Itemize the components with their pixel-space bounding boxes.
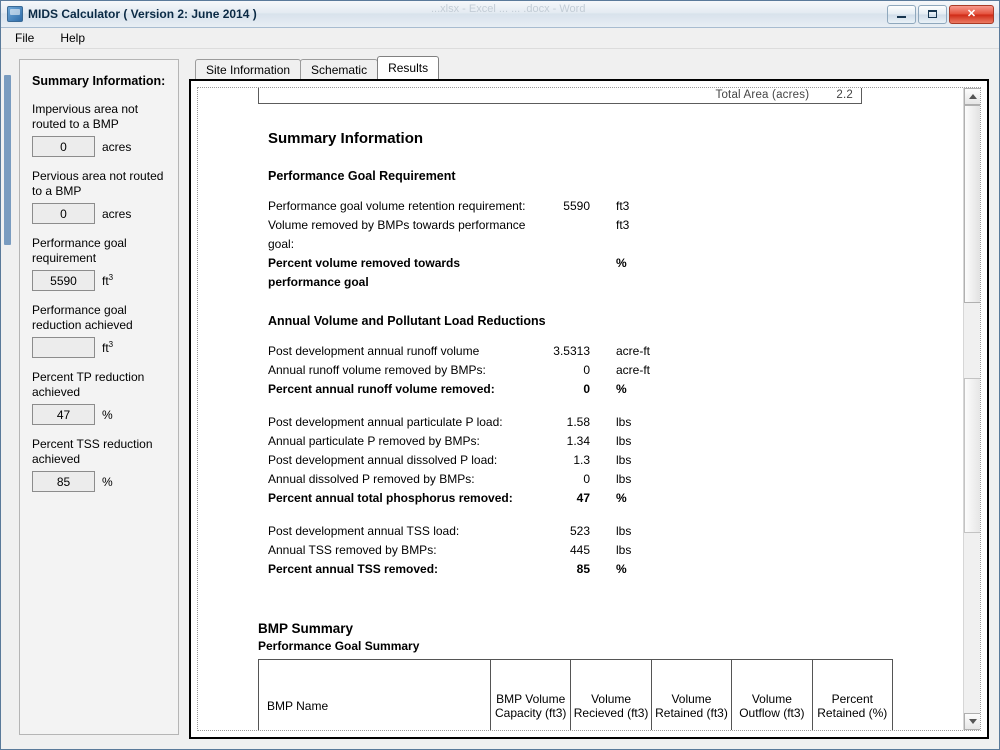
row-unit: % — [616, 256, 627, 270]
row-label: Post development annual TSS load: — [268, 524, 460, 538]
scrollbar-thumb-secondary[interactable] — [964, 378, 981, 533]
unit-exponent: 3 — [108, 340, 114, 349]
report-row — [198, 489, 962, 508]
menu-bar — [1, 28, 999, 49]
row-label: Performance goal volume retention requirement: — [268, 199, 526, 213]
performance-goal-summary-subheading: Performance Goal Summary — [258, 639, 420, 653]
row-value: 523 — [569, 524, 590, 538]
row-value — [528, 216, 590, 254]
row-label: Post development annual runoff volume — [268, 344, 480, 358]
menu-item-help[interactable]: Help — [60, 31, 86, 45]
tab-schematic[interactable]: Schematic — [300, 59, 378, 79]
row-unit: % — [616, 382, 627, 396]
title-bar — [1, 1, 999, 28]
row-value: 85 — [576, 562, 590, 576]
report-row — [198, 380, 962, 399]
impervious-area-input[interactable]: 0 — [32, 136, 95, 157]
close-button[interactable]: ✕ — [949, 5, 994, 24]
row-value: 0 — [583, 472, 590, 486]
row-value: 0 — [583, 382, 590, 396]
unit-text: ft — [102, 341, 109, 355]
row-value: 445 — [569, 543, 590, 557]
window-title: MIDS Calculator ( Version 2: June 2014 ) — [28, 7, 257, 21]
impervious-area-unit: acres — [102, 139, 132, 154]
results-panel — [189, 79, 989, 739]
percent-tp-reduction-label: Percent TP reduction achieved — [32, 370, 145, 399]
row-label: Volume removed by BMPs towards performance goal: — [268, 218, 526, 251]
row-unit: lbs — [616, 472, 632, 486]
tab-site-information[interactable]: Site Information — [195, 59, 301, 79]
report-row — [198, 361, 962, 380]
column-percent-retained: Percent Retained (%) — [812, 660, 892, 731]
report-row — [198, 560, 962, 579]
vertical-scrollbar[interactable] — [963, 88, 980, 730]
annual-reductions-heading: Annual Volume and Pollutant Load Reductions — [268, 314, 546, 328]
column-volume-recieved: Volume Recieved (ft3) — [571, 660, 651, 731]
report-row — [198, 432, 962, 451]
row-label: Post development annual particulate P load: — [268, 415, 503, 429]
scrollbar-thumb[interactable] — [964, 105, 981, 303]
column-volume-outflow: Volume Outflow (ft3) — [732, 660, 812, 731]
percent-tss-reduction-input[interactable]: 85 — [32, 471, 95, 492]
percent-tp-reduction-input[interactable]: 47 — [32, 404, 95, 425]
report-row — [198, 216, 962, 254]
report-row — [198, 451, 962, 470]
bmp-summary-heading: BMP Summary — [258, 621, 354, 636]
performance-goal-rows — [198, 197, 962, 292]
total-area-row — [716, 89, 854, 101]
performance-goal-requirement-unit — [102, 273, 113, 288]
report-row — [198, 254, 962, 292]
report-row — [198, 413, 962, 432]
report-row — [198, 342, 962, 361]
total-area-label: Total Area (acres) — [715, 89, 810, 101]
row-value: 1.3 — [573, 453, 590, 467]
maximize-button[interactable] — [918, 5, 947, 24]
percent-tp-reduction-row — [32, 404, 166, 425]
scroll-down-button[interactable] — [964, 713, 981, 730]
column-bmp-volume-capacity: BMP Volume Capacity (ft3) — [491, 660, 571, 731]
performance-goal-reduction-input[interactable] — [32, 337, 95, 358]
spacer — [198, 579, 962, 621]
pervious-area-row — [32, 203, 166, 224]
row-unit: lbs — [616, 524, 632, 538]
percent-tp-reduction-unit: % — [102, 407, 113, 422]
row-label: Annual particulate P removed by BMPs: — [268, 434, 480, 448]
row-unit: ft3 — [616, 218, 630, 232]
spacer — [198, 508, 962, 522]
pervious-area-unit: acres — [102, 206, 132, 221]
row-unit: % — [616, 562, 627, 576]
row-value — [528, 254, 590, 292]
pervious-area-input[interactable]: 0 — [32, 203, 95, 224]
row-label: Annual dissolved P removed by BMPs: — [268, 472, 475, 486]
row-label: Percent annual total phosphorus removed: — [268, 491, 513, 505]
report-viewport — [197, 87, 981, 731]
left-accent-bar — [4, 75, 11, 245]
row-value: 1.34 — [566, 434, 590, 448]
app-icon — [7, 6, 23, 22]
annual-group-1 — [198, 342, 962, 399]
background-window-title: ...xlsx - Excel ... ... .docx - Word — [431, 3, 586, 15]
annual-group-3 — [198, 522, 962, 579]
column-bmp-name: BMP Name — [259, 660, 491, 731]
row-value: 0 — [583, 363, 590, 377]
row-unit: acre-ft — [616, 363, 651, 377]
row-value: 1.58 — [566, 415, 590, 429]
summary-information-panel — [19, 59, 179, 735]
unit-exponent: 3 — [108, 273, 114, 282]
summary-panel-title: Summary Information: — [32, 74, 166, 88]
report-row — [198, 541, 962, 560]
performance-goal-heading: Performance Goal Requirement — [268, 169, 456, 183]
total-area-table-clipped — [258, 88, 862, 104]
row-value: 47 — [576, 491, 590, 505]
row-unit: lbs — [616, 434, 632, 448]
table-header-row — [259, 660, 893, 731]
window-controls — [887, 5, 997, 24]
summary-information-heading: Summary Information — [268, 130, 424, 147]
minimize-button[interactable] — [887, 5, 916, 24]
report-row — [198, 522, 962, 541]
tab-area — [189, 57, 989, 739]
performance-goal-requirement-row — [32, 270, 166, 291]
report-content — [198, 130, 962, 730]
performance-goal-requirement-label: Performance goal requirement — [32, 236, 127, 265]
row-label: Percent volume removed towards performance goal — [268, 256, 461, 289]
row-value: 5590 — [563, 199, 590, 213]
bmp-summary-table — [258, 659, 893, 730]
percent-tss-reduction-unit: % — [102, 474, 113, 489]
report-document — [198, 88, 962, 730]
performance-goal-reduction-row — [32, 337, 166, 358]
row-label: Post development annual dissolved P load: — [268, 453, 498, 467]
row-value: 3.5313 — [553, 344, 590, 358]
row-unit: lbs — [616, 543, 632, 557]
performance-goal-requirement-input[interactable]: 5590 — [32, 270, 95, 291]
percent-tss-reduction-row — [32, 471, 166, 492]
row-unit: ft3 — [616, 199, 630, 213]
row-unit: % — [616, 491, 627, 505]
report-row — [198, 470, 962, 489]
impervious-area-row — [32, 136, 166, 157]
row-label: Annual TSS removed by BMPs: — [268, 543, 437, 557]
annual-group-2 — [198, 413, 962, 508]
spacer — [198, 399, 962, 413]
row-label: Annual runoff volume removed by BMPs: — [268, 363, 486, 377]
row-unit: lbs — [616, 415, 632, 429]
tab-results[interactable]: Results — [377, 56, 439, 79]
report-row — [198, 197, 962, 216]
performance-goal-reduction-unit — [102, 340, 113, 355]
pervious-area-label: Pervious area not routed to a BMP — [32, 169, 164, 198]
menu-item-file[interactable]: File — [15, 31, 35, 45]
row-unit: lbs — [616, 453, 632, 467]
percent-tss-reduction-label: Percent TSS reduction achieved — [32, 437, 153, 466]
row-label: Percent annual TSS removed: — [268, 562, 439, 576]
performance-goal-reduction-label: Performance goal reduction achieved — [32, 303, 133, 332]
scroll-up-button[interactable] — [964, 88, 981, 105]
impervious-area-label: Impervious area not routed to a BMP — [32, 102, 139, 131]
total-area-value: 2.2 — [836, 89, 853, 101]
row-unit: acre-ft — [616, 344, 651, 358]
row-label: Percent annual runoff volume removed: — [268, 382, 495, 396]
unit-text: ft — [102, 274, 109, 288]
main-body — [1, 49, 999, 749]
tab-strip — [189, 57, 989, 79]
column-volume-retained: Volume Retained (ft3) — [651, 660, 731, 731]
